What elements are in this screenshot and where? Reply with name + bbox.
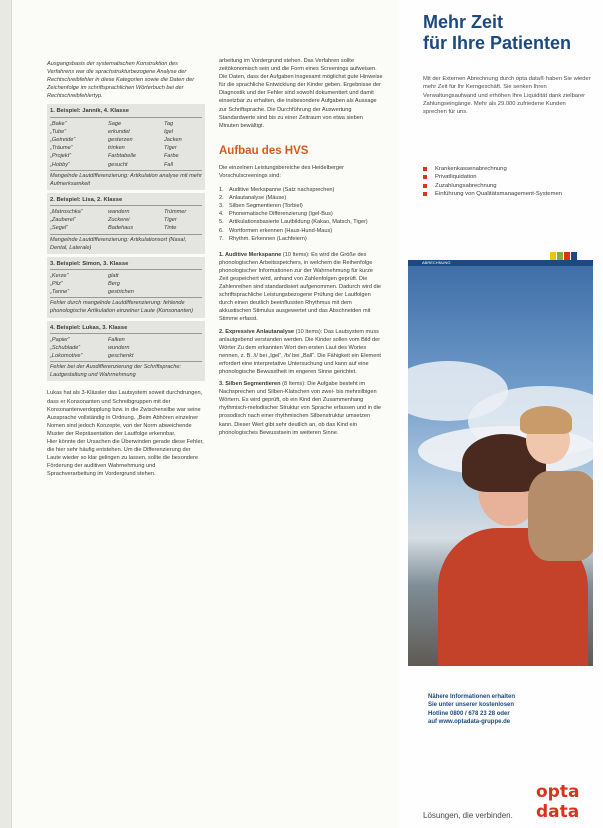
example-note: Mangelnde Lautdifferenzierung: Artikulationsort (Nasal, Dental, Laterale): [50, 234, 202, 252]
example-note: Fehler durch mangelnde Lautdifferenzierung: fehlende phonologische Artikulation einzelner Laute (Konsonanten): [50, 297, 202, 315]
word-row: „Bake“ Sage Tag: [50, 120, 174, 127]
section-heading: Aufbau des HVS: [219, 144, 309, 157]
paragraph-anlaut: 2. Expressive Anlautanalyse (10 Items): Das Lautsystem muss anlautgebend verstanden werden. Die Kinder sollen vom Bild der Wörter Zu dem erkannten Wort den ersten Laut des Wortes nennen, z. B. /i/ bei „Igel“, /b/ bei „Ball“. Die Fähigkeit ein Element erfordert eine interpretative Untersuchung und kann auf eine phonologische Bewusstheit im engeren Sinne gerichtet.: [219, 328, 381, 375]
word-row: „Pilz“ Berg: [50, 281, 120, 287]
word-row: „Kerze“ glatt: [50, 272, 119, 279]
word-row: „Lokomotive“ geschenkt: [50, 353, 134, 360]
binding-gutter: [0, 0, 12, 828]
word-row: „Segel“ Badehaus Tinte: [50, 225, 177, 232]
bullet-square-icon: [423, 167, 427, 171]
ad-banner-label: ABRECHNUNG: [422, 260, 451, 265]
bullet-square-icon: [423, 184, 427, 188]
word-row: „Hobby“ gesucht Fall: [50, 161, 174, 168]
word-row: „Zauberei“ Zuckerei Tiger: [50, 217, 177, 224]
example-box-2: [47, 193, 205, 254]
left-column: [47, 60, 205, 482]
list-item: 1. Auditive Merkspanne (Satz nachsprechen): [219, 187, 335, 194]
example-title: 4. Beispiel: Lukas, 3. Klasse: [50, 324, 202, 334]
list-item: 5. Artikulationsbasierte Lautbildung (Kakao, Matsch, Tiger): [219, 219, 368, 226]
ad-contact-info: Nähere Informationen erhalten Sie unter unserer kostenlosen Hotline 0800 / 678 23 28 oder auf www.optadata-gruppe.de: [428, 694, 516, 726]
intro-paragraph: Ausgangsbasis der systematischen Konstruktion des Verfahrens war die sprachstrukturbezogene Analyse der Rechtschreibfehler in diese Kategorien sowie die Daten der Zeichenfolge im schriftsprachlichen Wörterbuch bei der Rechtschreibfehlertyp.: [47, 61, 195, 100]
example-box-3: [47, 257, 205, 318]
left-bottom-paragraph: Lukas hat als 3-Klässler das Lautsystem soweit durchdrungen, dass er Konsonanten und Schreibgruppen mit der Konsonantenverdopplung bzw. in die Zwischensilbe war seine Aussprache vollständig in Ordnung. „Beim Abhören einzelner Nomen sind jedoch Konzepte, von der Norm abweichende Muster der Repräsentation der Lautfolge erkennbar. Hier könnte der Ursachen die Überwinden gerade diese Fehler, die hier sehr häufig entstehen. Um die Differenzierung der Laute wieder so klar gelingen zu lassen, sollte die besondere Förderung der auditiven Wahrnehmung und Sprachverarbeitung im Vordergrund stehen.: [47, 390, 204, 478]
word-row: „Papier“ Falken: [50, 336, 125, 343]
example-box-1: [47, 104, 205, 189]
word-row: „Schublade“ wundern: [50, 344, 130, 351]
section-intro: Die einzelnen Leistungsbereiche des Heidelberger Vorschulscreenings sind:: [219, 164, 345, 179]
opta-data-logo: opta data: [536, 782, 580, 822]
example-box-4: [47, 321, 205, 382]
list-item: 6. Wortformen erkennen (Haus-Hund-Maus): [219, 227, 333, 234]
ad-photo-mother-child: [408, 266, 593, 666]
word-row: „Matroschka“ wandern Trümmer: [50, 208, 187, 215]
word-row: „Tanne“ gestrichen: [50, 289, 134, 296]
list-item: 2. Anlautanalyse (Mäuse): [219, 195, 287, 202]
example-title: 3. Beispiel: Simon, 3. Klasse: [50, 260, 202, 270]
example-title: 1. Beispiel: Jannik, 4. Klasse: [50, 107, 202, 117]
ad-feature-item: Zuzahlungsabrechnung: [423, 182, 591, 190]
word-row: „Getreide“ gesterzen Jacken: [50, 136, 182, 143]
middle-top-paragraph: arbeitung im Vordergrund stehen. Das Verfahren sollte zeitökonomisch sein und die Form eines Screenings aufweisen. Die Daten, dass der Aufgaben insgesamt möglichst gute Hinweise für die sprachliche Entwicklung der Kinder geben. Ergebnisse der Diagnostik und der Fehler sind sowohl dokumentiert und damit einsetzbar zu erhalten, die insbesondere Aufgaben als Aussage zur Schriftsprache. Die Durchführung der Auswertung Standardwerte sind bis zu einer Zeitraum von etwa sieben Minuten bewältigt.: [219, 58, 383, 129]
ad-title: Mehr Zeit für Ihre Patienten: [423, 12, 572, 53]
ad-feature-item: Privatliquidation: [423, 173, 591, 181]
word-row: „Projekt“ Farbtabelle Farbe: [50, 153, 179, 160]
ad-feature-list: [423, 165, 591, 199]
ad-body-text: Mit der Externen Abrechnung durch opta data® haben Sie wieder mehr Zeit für Ihr Kerngeschäft. Sie senken Ihren Verwaltungsaufwand und erhöhen Ihre Liquidität dank zielbarer Zahlungseingänge. Mehr als 29.000 zufriedene Kunden sprechen für uns.: [423, 76, 591, 116]
ad-feature-item: Einführung von Qualitätsmanagement-Systemen: [423, 190, 591, 198]
ad-slogan: Lösungen, die verbinden.: [423, 811, 513, 820]
advertisement: [398, 0, 603, 828]
example-title: 2. Beispiel: Lisa, 2. Klasse: [50, 196, 202, 206]
list-item: 7. Rhythm. Erkennen (Lachfeiern): [219, 235, 307, 242]
word-row: „Träume“ trinken Tiger: [50, 145, 177, 152]
paragraph-silben: 3. Silben Segmentieren (8 Items): Die Aufgabe besteht im Nachsprechen und Silben-Klatschen von zwei- bis mehrsilbigen Wörtern. Es wird geprüft, ob ein Kind den Zusammenhang rhythmisch-melodischer Struktur von Sprache erfassen und in die prosodisch nach einer rhythmischen Silbenstruktur umsetzen kann. Dieser Wert gibt sehr deutlich an, ob das Kind ein phonologisches Bewusstsein im weiteren Sinne.: [219, 381, 381, 436]
ad-feature-item: Krankenkassenabrechnung: [423, 165, 591, 173]
list-item: 4. Phonematische Differenzierung (Igel-Bus): [219, 211, 333, 218]
example-note: Fehler bei der Ausdifferenzierung der Schriftsprache: Lautgestaltung und Wahrnehmung: [50, 361, 202, 379]
bullet-square-icon: [423, 175, 427, 179]
bullet-square-icon: [423, 192, 427, 196]
word-row: „Tube“ erkundet Igel: [50, 128, 174, 135]
example-note: Mangelnde Lautdifferenzierung: Artikulation analyse mit mehr Aufmerksamkeit: [50, 170, 202, 188]
middle-column: [219, 57, 383, 441]
task-list: [219, 186, 383, 243]
paragraph-auditive: 1. Auditive Merkspanne (10 Items): Es wird die Größe des phonologischen Arbeitsspeichers, in welchem die Reihenfolge phonologischer Informationen zur der Wahrnehmung für kurze Zeit gespeichert wird, anhand von Zahlenfolgen geprüft. Die Zahlenreihen sind standardisiert aufgenommen. Dadurch wird die schriftsprachliche Leistungsbezogene Prüfung der Lautfolgen durch einen deutlich beeinflussten Rhythmus mit dem akkustischen Stimulus ausgewertet und das Abschneiden mit Stimme erfasst.: [219, 251, 381, 323]
list-item: 3. Silben Segmentieren (Torbiel): [219, 203, 303, 210]
